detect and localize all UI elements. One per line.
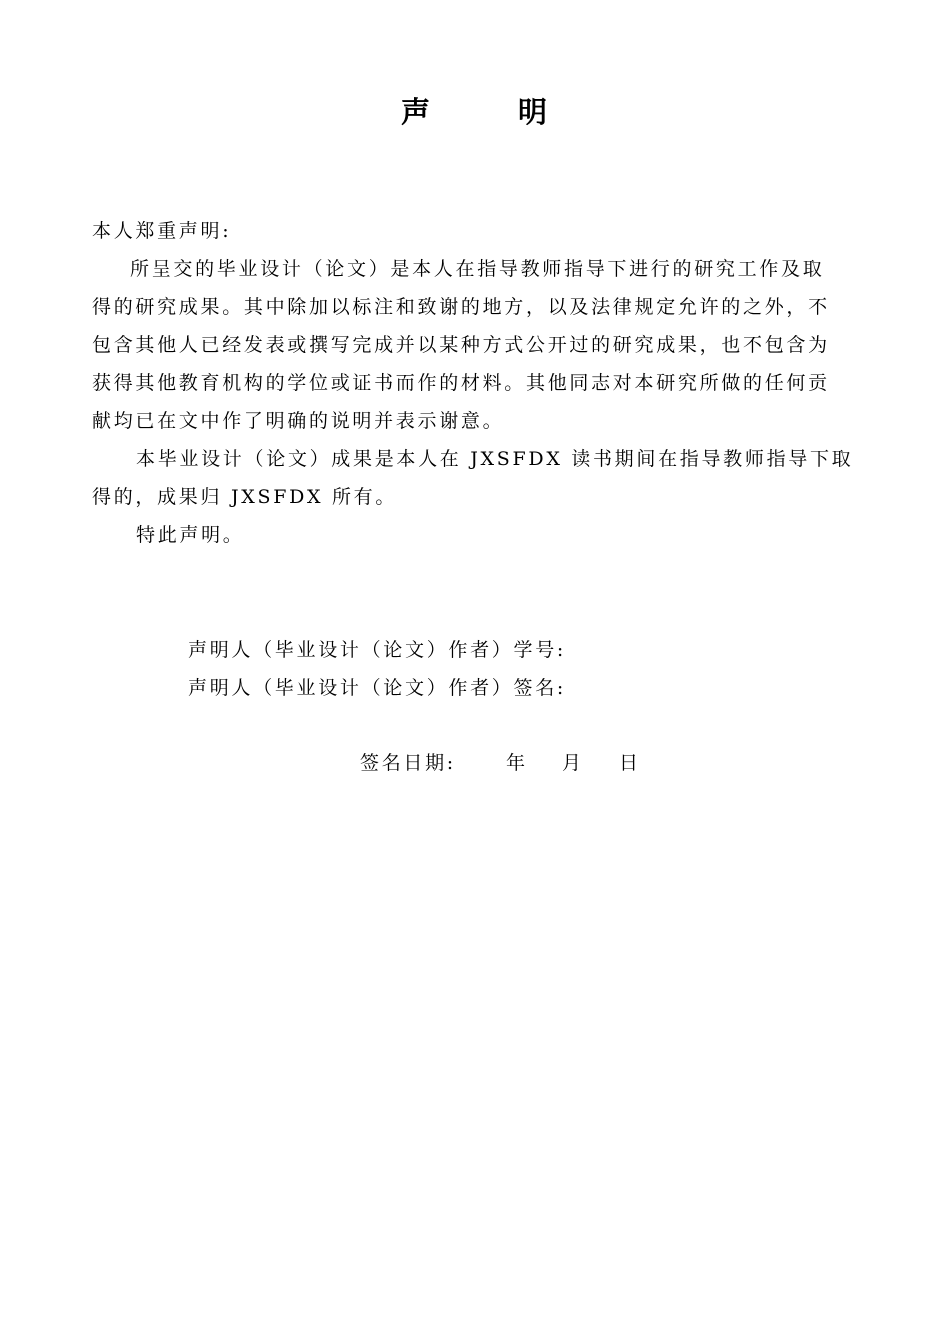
paragraph1-line4: 获得其他教育机构的学位或证书而作的材料。其他同志对本研究所做的任何贡 [92, 372, 830, 394]
date-month-label: 月 [562, 752, 582, 774]
paragraph2-line2: 得的，成果归 JXSFDX 所有。 [92, 486, 398, 508]
paragraph2-line1: 本毕业设计（论文）成果是本人在 JXSFDX 读书期间在指导教师指导下取 [136, 448, 854, 470]
paragraph1-line3: 包含其他人已经发表或撰写完成并以某种方式公开过的研究成果，也不包含为 [92, 334, 830, 356]
closing-line: 特此声明。 [136, 524, 245, 546]
title-char-1: 声 [401, 95, 431, 129]
intro-line: 本人郑重声明: [92, 220, 232, 242]
declaration-title [0, 92, 950, 132]
title-char-2: 明 [518, 95, 548, 129]
signature-label: 声明人（毕业设计（论文）作者）签名: [188, 677, 567, 699]
paragraph1-line5: 献均已在文中作了明确的说明并表示谢意。 [92, 410, 505, 432]
date-year-label: 年 [506, 752, 526, 774]
date-day-label: 日 [619, 752, 639, 774]
date-label: 签名日期: [360, 752, 456, 774]
paragraph1-line1: 所呈交的毕业设计（论文）是本人在指导教师指导下进行的研究工作及取 [130, 258, 825, 280]
paragraph1-line2: 得的研究成果。其中除加以标注和致谢的地方，以及法律规定允许的之外，不 [92, 296, 830, 318]
student-id-label: 声明人（毕业设计（论文）作者）学号: [188, 639, 567, 661]
